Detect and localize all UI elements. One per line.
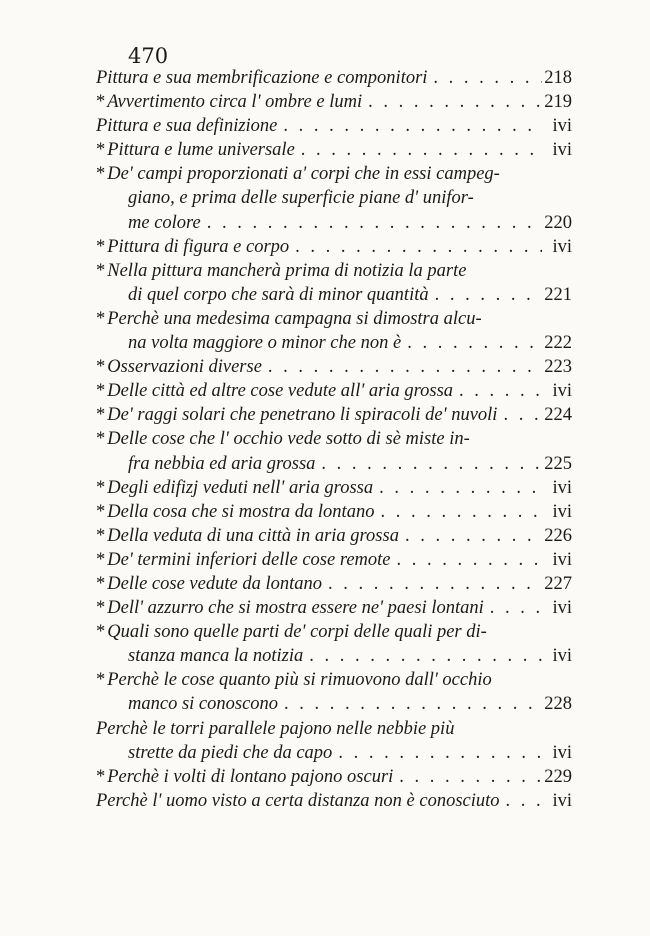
toc-entry xyxy=(96,138,572,162)
dot-leader xyxy=(322,572,542,596)
asterisk-marker: * xyxy=(96,236,106,257)
toc-entry-title: Pittura di figura e corpo xyxy=(107,236,290,257)
toc-entry xyxy=(96,620,572,668)
toc-entry xyxy=(96,596,572,620)
toc-entry-line xyxy=(96,500,572,524)
dot-leader xyxy=(401,331,542,355)
page-number: 470 xyxy=(128,44,169,68)
toc-entry xyxy=(96,259,572,307)
toc-entry-line xyxy=(96,572,572,596)
dot-leader xyxy=(303,644,542,668)
toc-entry xyxy=(96,307,572,355)
toc-entry xyxy=(96,427,572,475)
dot-leader xyxy=(332,741,542,765)
toc-entry-title: Dell' azzurro che si mostra essere ne' paesi lontani xyxy=(107,598,484,619)
dot-leader xyxy=(277,114,542,138)
toc-entry-line xyxy=(96,235,572,259)
toc-entry-line xyxy=(96,476,572,500)
asterisk-marker: * xyxy=(96,766,106,787)
toc-entry-title: Pittura e lume universale xyxy=(107,140,295,161)
toc-entry-title: fra nebbia ed aria grossa xyxy=(128,453,316,474)
asterisk-marker: * xyxy=(96,164,106,185)
toc-entry-title: stanza manca la notizia xyxy=(128,646,304,667)
toc-entry xyxy=(96,476,572,500)
toc-entry-title: Delle città ed altre cose vedute all' aria grossa xyxy=(107,381,454,402)
toc-entry-line xyxy=(96,66,572,90)
toc-entry-page: 228 xyxy=(544,694,572,715)
asterisk-marker: * xyxy=(96,598,106,619)
toc-entry-line xyxy=(96,355,572,379)
toc-entry-title: Perchè una medesima campagna si dimostra alcu- xyxy=(107,308,482,329)
dot-leader xyxy=(484,596,542,620)
asterisk-marker: * xyxy=(96,140,106,161)
dot-leader xyxy=(374,500,542,524)
toc-entry xyxy=(96,524,572,548)
toc-entry-title: Perchè le torri parallele pajono nelle nebbie più xyxy=(96,718,455,739)
dot-leader xyxy=(497,403,542,427)
toc-entry-title: Degli edifizj veduti nell' aria grossa xyxy=(107,477,374,498)
dot-leader xyxy=(391,548,542,572)
toc-entry-page: 219 xyxy=(544,92,572,113)
toc-entry-page: 226 xyxy=(544,525,572,546)
toc-entry-line xyxy=(96,524,572,548)
asterisk-marker: * xyxy=(96,477,106,498)
toc-entry-line xyxy=(96,548,572,572)
toc-entry xyxy=(96,789,572,813)
toc-entry-page: 218 xyxy=(544,68,572,88)
dot-leader xyxy=(295,138,542,162)
toc-entry-line xyxy=(96,307,572,331)
toc-entry-title: Avvertimento circa l' ombre e lumi xyxy=(107,92,363,113)
toc-entry-title: giano, e prima delle superficie piane d' unifor- xyxy=(128,188,474,209)
dot-leader xyxy=(399,524,542,548)
toc-entry-line xyxy=(96,620,572,644)
toc-entry-title: Perchè i volti di lontano pajono oscuri xyxy=(107,766,394,787)
toc-entry-title: De' raggi solari che penetrano li spiracoli de' nuvoli xyxy=(107,405,498,426)
toc-entry-title: Nella pittura mancherà prima di notizia la parte xyxy=(107,260,467,281)
toc-entry-line xyxy=(96,379,572,403)
toc-entry-page: 224 xyxy=(544,405,572,426)
toc-entry-page: 223 xyxy=(544,357,572,378)
toc-entry-line xyxy=(96,162,572,186)
toc-entry-title: Delle cose vedute da lontano xyxy=(107,573,322,594)
toc-entry-page: 225 xyxy=(544,453,572,474)
toc-entry xyxy=(96,66,572,90)
toc-entry-line xyxy=(96,186,572,210)
toc-entry-line xyxy=(96,114,572,138)
dot-leader xyxy=(315,452,542,476)
asterisk-marker: * xyxy=(96,260,106,281)
toc-entry-line xyxy=(96,331,572,355)
toc-entry-line xyxy=(96,717,572,741)
asterisk-marker: * xyxy=(96,429,106,450)
asterisk-marker: * xyxy=(96,308,106,329)
toc-entry-line xyxy=(96,692,572,716)
toc-entry-title: Della veduta di una città in aria grossa xyxy=(107,525,399,546)
toc-entry-title: De' campi proporzionati a' corpi che in essi campeg- xyxy=(107,164,500,185)
toc-entry-page: 220 xyxy=(544,212,572,233)
dot-leader xyxy=(453,379,542,403)
toc-entry-page: ivi xyxy=(552,236,572,257)
dot-leader xyxy=(262,355,542,379)
toc-entry xyxy=(96,235,572,259)
toc-entry-title: Quali sono quelle parti de' corpi delle quali per di- xyxy=(107,622,487,643)
toc-entry-line xyxy=(96,668,572,692)
toc-entry-title: Pittura e sua membrificazione e componitori xyxy=(96,68,428,88)
toc-entry xyxy=(96,572,572,596)
toc-entry-page: 222 xyxy=(544,333,572,354)
asterisk-marker: * xyxy=(96,549,106,570)
toc-entry-page: ivi xyxy=(552,549,572,570)
toc-entry-line xyxy=(96,427,572,451)
toc-entry xyxy=(96,403,572,427)
toc-entry xyxy=(96,668,572,716)
dot-leader xyxy=(500,789,542,813)
toc-entry-line xyxy=(96,259,572,283)
toc-entry-line xyxy=(96,138,572,162)
toc-entry-title: manco si conoscono xyxy=(128,694,279,715)
toc-entry-page: ivi xyxy=(552,381,572,402)
toc-entry-title: na volta maggiore o minor che non è xyxy=(128,333,402,354)
toc-entry-line xyxy=(96,765,572,789)
toc-entry-title: Osservazioni diverse xyxy=(107,357,262,378)
asterisk-marker: * xyxy=(96,525,106,546)
toc-entry-page: ivi xyxy=(552,140,572,161)
asterisk-marker: * xyxy=(96,405,106,426)
dot-leader xyxy=(427,66,542,90)
asterisk-marker: * xyxy=(96,357,106,378)
toc-entry xyxy=(96,500,572,524)
toc-entry-page: ivi xyxy=(552,598,572,619)
toc-entry-title: Delle cose che l' occhio vede sotto di sè miste in- xyxy=(107,429,470,450)
toc-entry-page: 227 xyxy=(544,573,572,594)
toc-entry-title: Pittura e sua definizione xyxy=(96,116,278,137)
dot-leader xyxy=(289,235,542,259)
toc-entry-page: ivi xyxy=(552,501,572,522)
toc-entry xyxy=(96,765,572,789)
toc-entry xyxy=(96,379,572,403)
toc-entry-page: ivi xyxy=(552,477,572,498)
toc-entry xyxy=(96,717,572,765)
toc-entry-line xyxy=(96,644,572,668)
toc-entry-line xyxy=(96,741,572,765)
toc-entry-title: Perchè le cose quanto più si rimuovono dall' occhio xyxy=(107,670,492,691)
toc-entry-line xyxy=(96,789,572,813)
toc-entry xyxy=(96,90,572,114)
table-of-contents xyxy=(96,66,572,813)
toc-entry-title: strette da piedi che da capo xyxy=(128,742,333,763)
asterisk-marker: * xyxy=(96,670,106,691)
toc-entry xyxy=(96,114,572,138)
toc-entry xyxy=(96,548,572,572)
toc-entry-title: di quel corpo che sarà di minor quantità xyxy=(128,284,429,305)
toc-entry-title: De' termini inferiori delle cose remote xyxy=(107,549,391,570)
toc-entry-page: ivi xyxy=(552,116,572,137)
toc-entry xyxy=(96,355,572,379)
asterisk-marker: * xyxy=(96,501,106,522)
toc-entry-title: Perchè l' uomo visto a certa distanza non è conosciuto xyxy=(96,790,500,811)
toc-entry-page: ivi xyxy=(552,790,572,811)
asterisk-marker: * xyxy=(96,573,106,594)
toc-entry-page: ivi xyxy=(552,742,572,763)
dot-leader xyxy=(429,283,542,307)
dot-leader xyxy=(201,211,542,235)
toc-entry-line xyxy=(96,403,572,427)
toc-entry-line xyxy=(96,596,572,620)
toc-entry-page: 229 xyxy=(544,766,572,787)
dot-leader xyxy=(278,692,542,716)
asterisk-marker: * xyxy=(96,92,106,113)
toc-entry-title: Della cosa che si mostra da lontano xyxy=(107,501,375,522)
toc-entry-page: 221 xyxy=(544,284,572,305)
asterisk-marker: * xyxy=(96,622,106,643)
toc-entry-line xyxy=(96,283,572,307)
toc-entry xyxy=(96,162,572,234)
dot-leader xyxy=(373,476,542,500)
toc-entry-line xyxy=(96,452,572,476)
toc-entry-line xyxy=(96,90,572,114)
dot-leader xyxy=(393,765,542,789)
asterisk-marker: * xyxy=(96,381,106,402)
toc-entry-title: me colore xyxy=(128,212,201,233)
dot-leader xyxy=(362,90,542,114)
toc-entry-line xyxy=(96,211,572,235)
toc-entry-page: ivi xyxy=(552,646,572,667)
